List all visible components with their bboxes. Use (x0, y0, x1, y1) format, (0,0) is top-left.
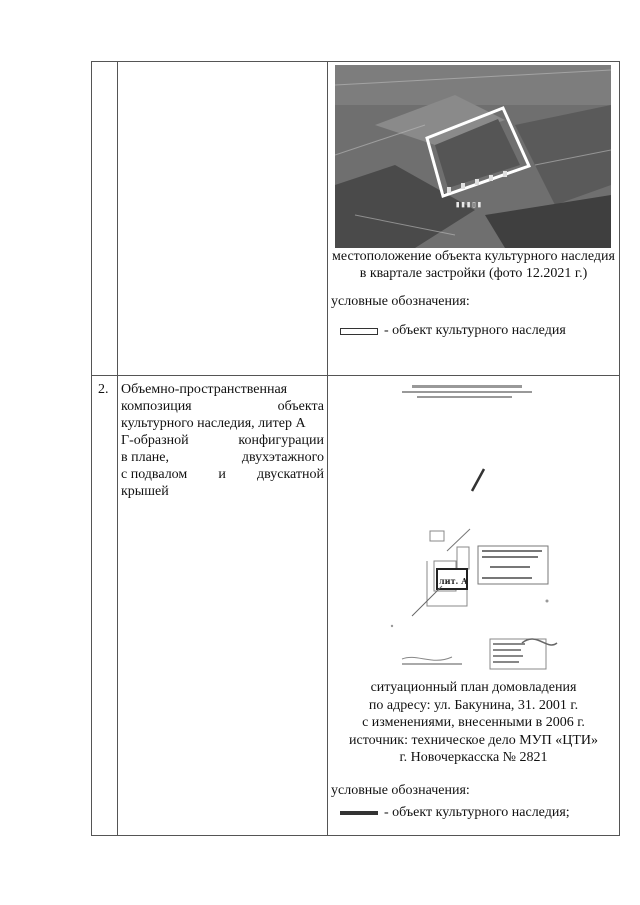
description-word: объекта (277, 399, 324, 414)
table-row (92, 376, 620, 836)
description-line (121, 466, 324, 483)
description-word: и (218, 467, 226, 482)
plan-caption-line: по адресу: ул. Бакунина, 31. 2001 г. (368, 697, 579, 713)
row-description (118, 376, 328, 836)
legend-item-label: - объект культурного наследия; (384, 804, 570, 820)
description-word: двускатной (256, 467, 324, 482)
description-word: конфигурации (238, 433, 324, 448)
description-line (121, 381, 324, 398)
description-line (121, 398, 324, 415)
outline-symbol-icon (340, 328, 378, 335)
description-word: в плане, (121, 450, 170, 465)
solid-line-symbol-icon (340, 811, 378, 815)
plan-caption-line: с изменениями, внесенными в 2006 г. (362, 715, 585, 730)
description-word: культурного наследия, литер А (121, 416, 306, 431)
description-word: Г-образной (121, 433, 189, 448)
heritage-table (91, 61, 620, 836)
plan-caption-line: ситуационный план домовладения (370, 680, 577, 695)
row-number: 2. (92, 376, 118, 836)
plan-caption (330, 679, 617, 767)
description-word: крышей (121, 484, 169, 499)
row-illustration (328, 62, 620, 376)
description-word: двухэтажного (241, 450, 324, 465)
description-word: композиция (121, 399, 192, 414)
description-line (121, 483, 324, 500)
situation-plan (372, 381, 572, 673)
row-description (118, 62, 328, 376)
table-row (92, 62, 620, 376)
legend-item-label: - объект культурного наследия (384, 323, 566, 338)
plan-building-label: лит. А (439, 576, 468, 586)
photo-caption: местоположение объекта культурного наследия в квартале застройки (фото 12.2021 г.) (332, 249, 615, 281)
legend-item (340, 805, 619, 821)
description-word: Объемно-пространственная (121, 382, 288, 397)
description-line (121, 432, 324, 449)
description-word: с подвалом (121, 467, 188, 482)
plan-caption-line: г. Новочеркасска № 2821 (399, 750, 548, 765)
description-line (121, 415, 324, 432)
description-line (121, 449, 324, 466)
legend-item (340, 323, 619, 339)
legend-title: условные обозначения: (331, 294, 470, 309)
plan-caption-line: источник: техническое дело МУП «ЦТИ» (349, 732, 598, 748)
aerial-photo (335, 65, 611, 248)
legend-title: условные обозначения: (331, 782, 470, 798)
svg-text:▮▮▮▯▮: ▮▮▮▯▮ (455, 200, 483, 210)
row-number (92, 62, 118, 376)
row-illustration (328, 376, 620, 836)
